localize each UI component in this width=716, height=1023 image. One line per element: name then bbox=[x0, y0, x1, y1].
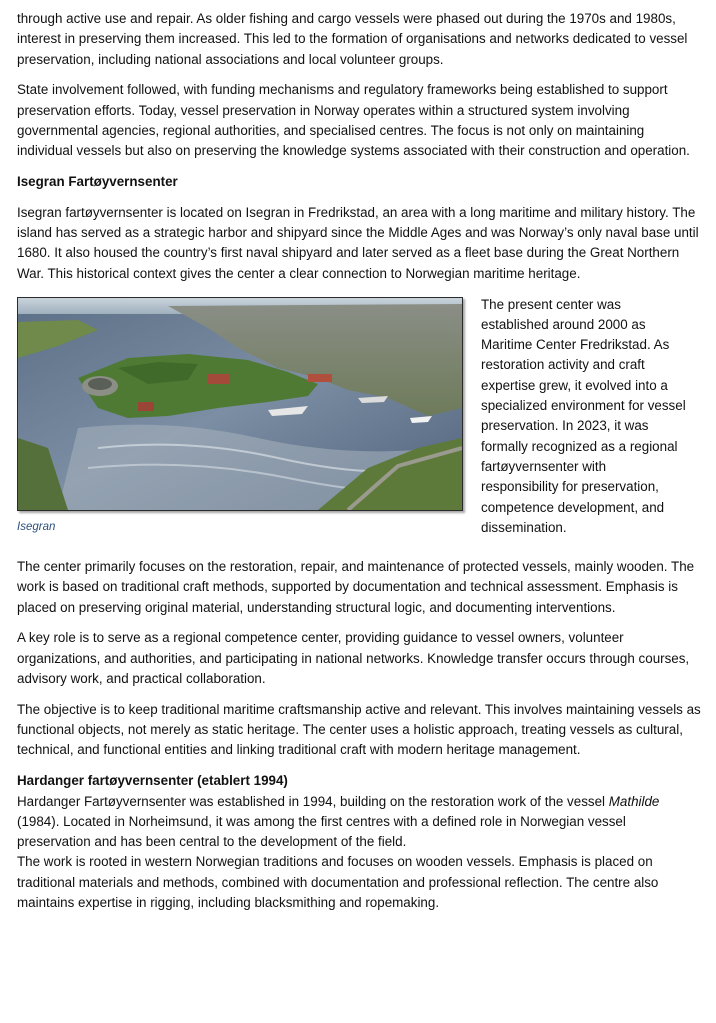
hardanger-heading: Hardanger fartøyvernsenter (etablert 1994) bbox=[17, 773, 288, 789]
side-line: The present center was bbox=[481, 296, 621, 312]
side-line: expertise grew, it evolved into a bbox=[481, 377, 668, 393]
isegran-aerial-photo bbox=[17, 297, 463, 511]
hardanger-paragraph-1 bbox=[17, 792, 701, 853]
isegran-paragraph-1: Isegran fartøyvernsenter is located on Isegran in Fredrikstad, an area with a long maritime and military history. The island has served as a strategic harbor and shipyard since the Middle Ages and was Norway’s only naval base until 1680. It also housed the country’s first naval shipyard and later served as a fleet base during the Great Northern War. This historical context gives the center a clear connection to Norwegian maritime heritage. bbox=[17, 204, 699, 281]
side-line: restoration activity and craft bbox=[481, 357, 645, 373]
side-line: responsibility for preservation, bbox=[481, 479, 659, 495]
side-line: established around 2000 as bbox=[481, 316, 646, 332]
side-line: dissemination. bbox=[481, 519, 567, 535]
hardanger-p1-before: Hardanger Fartøyvernsenter was established in 1994, building on the restoration work of the vessel bbox=[17, 793, 609, 809]
isegran-paragraph-4: The objective is to keep traditional maritime craftsmanship active and relevant. This involves maintaining vessels as functional objects, not merely as static heritage. The center uses a holistic approach, treating vessels as cultural, technical, and functional entities and linking traditional craft with modern heritage management. bbox=[17, 701, 701, 758]
vessel-name: Mathilde bbox=[608, 793, 660, 809]
isegran-paragraph-3: A key role is to serve as a regional competence center, providing guidance to vessel owners, volunteer organizations, and authorities, and participating in national networks. Knowledge transfer occurs through courses, advisory work, and practical collaboration. bbox=[17, 630, 690, 687]
document-page bbox=[17, 9, 701, 924]
isegran-heading: Isegran Fartøyvernsenter bbox=[17, 174, 178, 190]
hardanger-p1-after: (1984). Located in Norheimsund, it was among the first centres with a defined role in Norwegian vessel preservation and has been central to the development of the field. bbox=[17, 813, 626, 850]
side-line: formally recognized as a regional bbox=[481, 438, 678, 454]
figure-caption: Isegran bbox=[17, 520, 56, 533]
intro-paragraph-2: State involvement followed, with funding mechanisms and regulatory frameworks being established to support preservation efforts. Today, vessel preservation in Norway operates within a structured system involving governmental agencies, regional authorities, and specialised centres. The focus is not only on maintaining individual vessels but also on preserving the knowledge systems associated with their construction and operation. bbox=[17, 82, 690, 159]
isegran-paragraph-2: The center primarily focuses on the restoration, repair, and maintenance of protected vessels, mainly wooden. The work is based on traditional craft methods, supported by documentation and technical assessment. Emphasis is placed on preserving original material, understanding structural logic, and documenting interventions. bbox=[17, 559, 695, 615]
side-line: preservation. In 2023, it was bbox=[481, 418, 649, 434]
isegran-side-paragraph bbox=[481, 295, 705, 539]
hardanger-paragraph-2: The work is rooted in western Norwegian traditions and focuses on wooden vessels. Emphasis is placed on traditional materials and methods, combined with documentation and professional reflection. The centre also maintains expertise in rigging, including blacksmithing and ropemaking. bbox=[17, 854, 659, 911]
isegran-figure bbox=[17, 297, 461, 537]
side-line: Maritime Center Fredrikstad. As bbox=[481, 337, 670, 353]
isegran-figure-block bbox=[17, 295, 701, 547]
side-line: specialized environment for vessel bbox=[481, 398, 686, 414]
side-line: competence development, and bbox=[481, 499, 665, 515]
intro-paragraph-1: through active use and repair. As older fishing and cargo vessels were phased out during the 1970s and 1980s, interest in preserving them increased. This led to the formation of organisations and networks dedicated to vessel preservation, including national associations and local volunteer groups. bbox=[17, 11, 688, 67]
side-line: fartøyvernsenter with bbox=[481, 458, 607, 474]
